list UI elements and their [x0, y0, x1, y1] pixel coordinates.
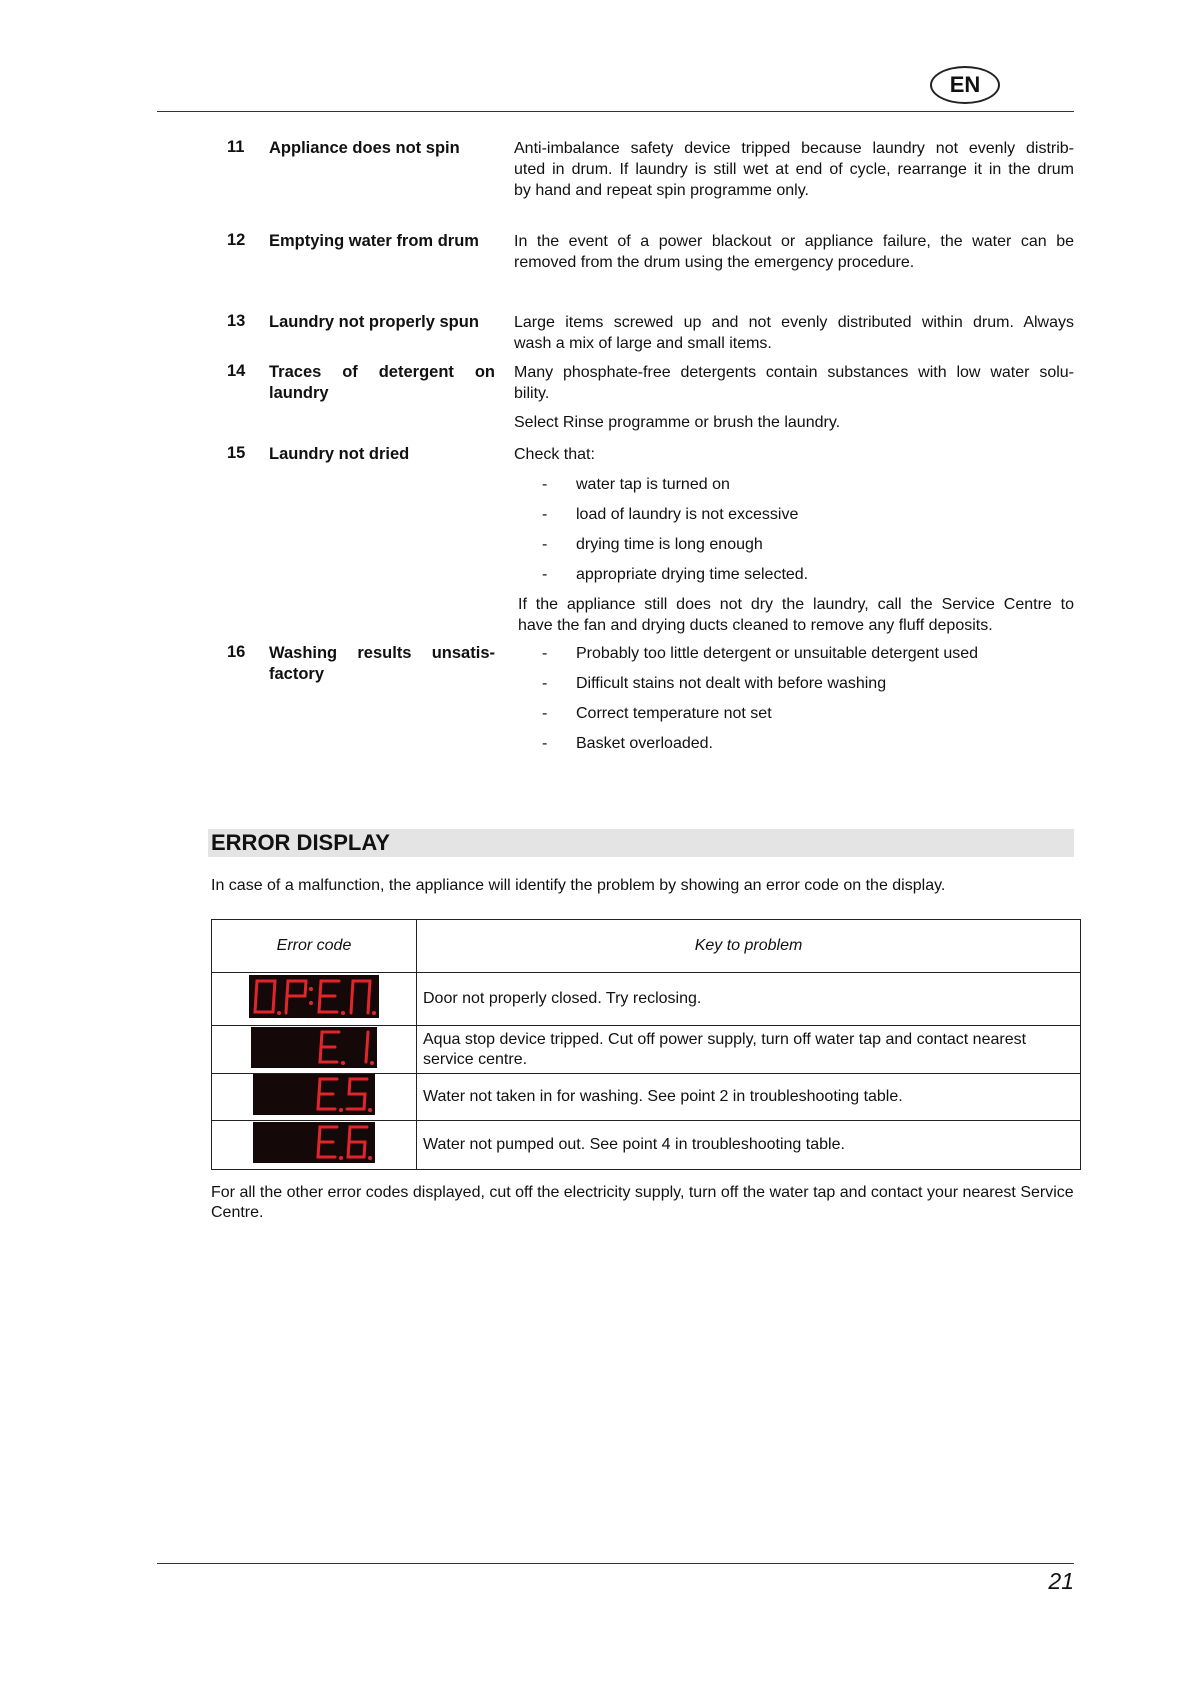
row-title: Laundry not properly spun [269, 313, 479, 331]
row-description: Many phosphate-free detergents contain substances with low water solu- bility. Select Rinse programme or brush the laundry. [514, 364, 1074, 431]
error-code-table [211, 919, 1081, 1170]
row-description: - Probably too little detergent or unsuitable detergent used - Difficult stains not dealt with before washing - Correct temperature not set - Basket overloaded. [542, 645, 979, 752]
footer-rule [157, 1563, 1074, 1564]
page-number: 21 [1048, 1568, 1074, 1594]
language-badge: EN [930, 66, 1000, 104]
row-number: 16 [227, 643, 246, 661]
error-code-cell [212, 1026, 417, 1074]
row-description: Anti-imbalance safety device tripped because laundry not evenly distrib- uted in drum. If laundry is still wet at end of cycle, rearrange it in the drum by hand and repeat spin programme only. [514, 140, 1074, 199]
error-display-e1 [251, 1027, 377, 1068]
row-number: 11 [227, 138, 245, 156]
table-row [212, 973, 1081, 1026]
table-row [212, 1026, 1081, 1074]
error-key-cell: Door not properly closed. Try reclosing. [417, 973, 1081, 1026]
section-outro: For all the other error codes displayed, cut off the electricity supply, turn off the water tap and contact your nearest Service Centre. [211, 1184, 1074, 1221]
row-description: In the event of a power blackout or appliance failure, the water can be removed from the drum using the emergency procedure. [514, 233, 1074, 271]
table-row [212, 1074, 1081, 1121]
row-title: Traces of detergent on laundry [269, 363, 495, 402]
row-number: 13 [227, 312, 246, 330]
error-display-open [249, 975, 379, 1018]
error-code-cell [212, 1074, 417, 1121]
error-display-e5 [253, 1074, 375, 1115]
column-header-code: Error code [212, 920, 417, 973]
header-rule [157, 111, 1074, 112]
error-key-cell: Water not taken in for washing. See point 2 in troubleshooting table. [417, 1074, 1081, 1121]
error-key-cell: Water not pumped out. See point 4 in troubleshooting table. [417, 1121, 1081, 1170]
error-code-cell [212, 973, 417, 1026]
row-number: 14 [227, 362, 246, 380]
column-header-key: Key to problem [417, 920, 1081, 973]
table-header-row [212, 920, 1081, 973]
section-intro: In case of a malfunction, the appliance will identify the problem by showing an error code on the display. [211, 877, 946, 894]
row-title: Appliance does not spin [269, 139, 460, 157]
row-number: 15 [227, 444, 246, 462]
error-key-cell: Aqua stop device tripped. Cut off power supply, turn off water tap and contact nearest service centre. [417, 1026, 1081, 1074]
row-title: Laundry not dried [269, 445, 410, 463]
table-row [212, 1121, 1081, 1170]
row-description: Check that: - water tap is turned on - load of laundry is not excessive - drying time is long enough - appropriate drying time selected. If the appliance still does not dry the laundry, call the Service Centre to have the fan and drying ducts cleaned to remove any fluff deposits. [514, 446, 1074, 634]
error-code-cell [212, 1121, 417, 1170]
row-number: 12 [227, 231, 246, 249]
error-display-e6 [253, 1122, 375, 1163]
row-title: Emptying water from drum [269, 232, 479, 250]
row-description: Large items screwed up and not evenly distributed within drum. Always wash a mix of large and small items. [514, 314, 1074, 352]
section-heading: ERROR DISPLAY [208, 829, 1074, 857]
row-title: Washing results unsatis- factory [269, 644, 495, 683]
